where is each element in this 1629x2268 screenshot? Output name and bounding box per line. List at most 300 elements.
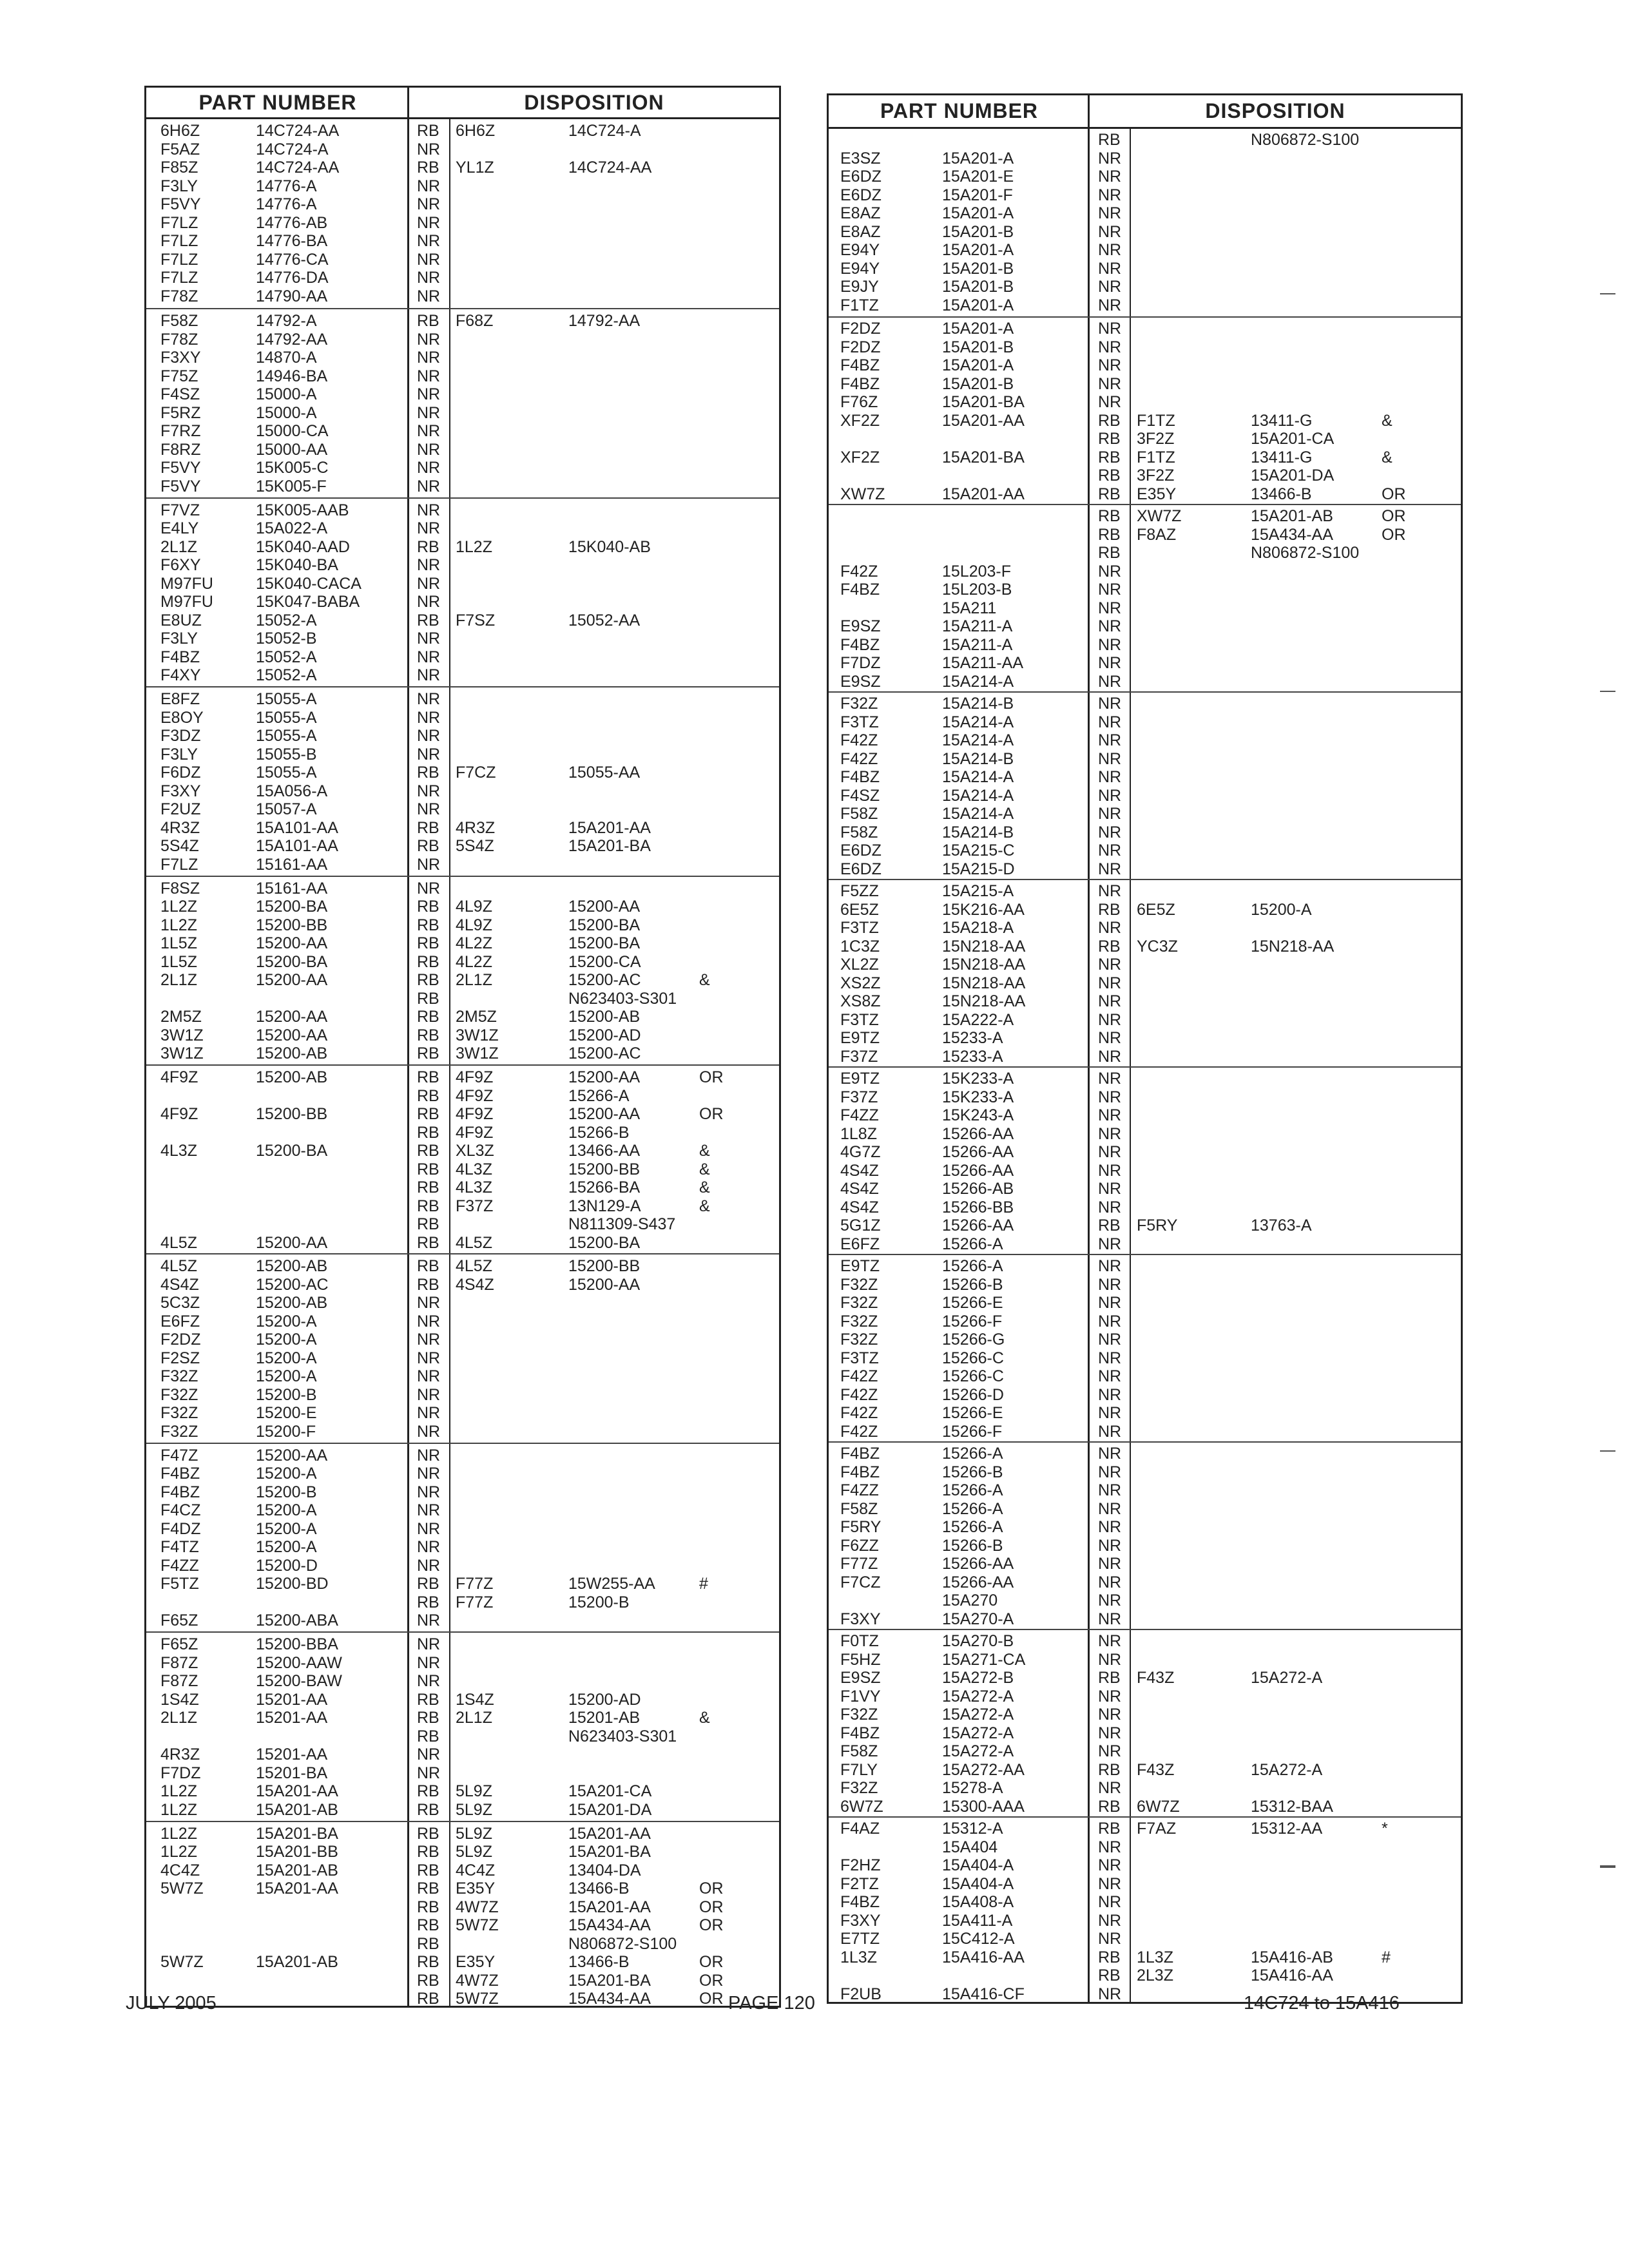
table-row bbox=[829, 1198, 1461, 1217]
prefix-cell: F4TZ bbox=[160, 1538, 199, 1557]
table-row bbox=[829, 673, 1461, 691]
table-row bbox=[146, 1972, 779, 1990]
disposition-code-cell: RB bbox=[417, 1142, 439, 1160]
table-row bbox=[829, 1500, 1461, 1519]
disposition-code-cell: NR bbox=[417, 519, 441, 538]
note-cell: OR bbox=[699, 1953, 724, 1972]
part-number-cell: 15266-C bbox=[942, 1349, 1004, 1367]
part-number-cell: 15052-B bbox=[256, 629, 317, 648]
part-number-cell: 15266-A bbox=[942, 1445, 1003, 1463]
replacement-prefix-cell: 5L9Z bbox=[456, 1800, 492, 1819]
table-row bbox=[829, 841, 1461, 860]
table-row bbox=[146, 800, 779, 819]
disposition-code-cell: NR bbox=[1098, 1555, 1122, 1573]
prefix-cell: 1L5Z bbox=[160, 934, 197, 953]
part-number-cell: 15A214-A bbox=[942, 672, 1014, 691]
disposition-code-cell: NR bbox=[417, 727, 441, 745]
prefix-cell: F58Z bbox=[840, 805, 878, 823]
prefix-cell: F4XY bbox=[160, 666, 201, 685]
part-number-cell: 15055-A bbox=[256, 727, 317, 745]
prefix-cell: 4S4Z bbox=[840, 1161, 879, 1180]
part-number-cell: 15200-AA bbox=[256, 971, 328, 990]
table-row bbox=[146, 879, 779, 898]
table-row bbox=[146, 1916, 779, 1935]
prefix-cell: F37Z bbox=[840, 1088, 878, 1106]
replacement-part-cell: 15266-BA bbox=[568, 1178, 641, 1196]
disposition-code-cell: NR bbox=[1098, 1088, 1122, 1106]
replacement-part-cell: 15200-AA bbox=[568, 898, 641, 916]
disposition-header: DISPOSITION bbox=[1205, 99, 1345, 122]
replacement-prefix-cell: 1L3Z bbox=[1137, 1948, 1173, 1966]
part-number-cell: 14776-CA bbox=[256, 250, 329, 269]
replacement-part-cell: 14C724-AA bbox=[568, 159, 652, 177]
table-row bbox=[146, 477, 779, 496]
replacement-part-cell: 15A416-AB bbox=[1251, 1948, 1333, 1966]
replacement-part-cell: 15A201-AA bbox=[568, 818, 651, 837]
disposition-code-cell: NR bbox=[417, 177, 441, 195]
part-number-cell: 15052-A bbox=[256, 611, 317, 629]
prefix-cell: F3XY bbox=[840, 1610, 881, 1628]
disposition-code-cell: NR bbox=[417, 1312, 441, 1331]
part-number-cell: 15A416-CF bbox=[942, 1984, 1025, 2003]
prefix-cell: E6FZ bbox=[160, 1312, 200, 1331]
prefix-cell: 4S4Z bbox=[840, 1180, 879, 1198]
prefix-cell: F4ZZ bbox=[160, 1556, 199, 1575]
table-row bbox=[829, 356, 1461, 375]
disposition-code-cell: NR bbox=[1098, 1143, 1122, 1161]
prefix-cell: XS8Z bbox=[840, 992, 881, 1010]
disposition-code-cell: NR bbox=[417, 403, 441, 422]
prefix-cell: F2UB bbox=[840, 1984, 882, 2003]
prefix-cell: F3TZ bbox=[840, 713, 879, 731]
part-number-cell: 15266-A bbox=[942, 1481, 1003, 1499]
disposition-code-cell: NR bbox=[417, 269, 441, 287]
part-number-cell: 15266-A bbox=[942, 1499, 1003, 1518]
table-row bbox=[146, 1782, 779, 1801]
disposition-code-cell: NR bbox=[1098, 1706, 1122, 1724]
prefix-cell: F4SZ bbox=[160, 385, 200, 404]
disposition-code-cell: NR bbox=[1098, 149, 1122, 168]
table-row bbox=[829, 1106, 1461, 1125]
replacement-part-cell: 15055-AA bbox=[568, 764, 641, 782]
part-number-cell: 14776-AB bbox=[256, 213, 328, 232]
prefix-cell: F3DZ bbox=[160, 727, 201, 745]
prefix-cell: XL2Z bbox=[840, 956, 879, 974]
part-number-cell: 15A201-B bbox=[942, 222, 1014, 241]
prefix-cell: F7LZ bbox=[160, 269, 198, 287]
part-number-cell: 15266-AB bbox=[942, 1180, 1014, 1198]
disposition-code-cell: RB bbox=[417, 1257, 439, 1276]
table-row bbox=[146, 934, 779, 953]
disposition-code-cell: RB bbox=[417, 1068, 439, 1086]
table-row bbox=[146, 690, 779, 709]
part-number-cell: 15K005-F bbox=[256, 477, 327, 495]
disposition-code-cell: NR bbox=[1098, 1404, 1122, 1422]
prefix-cell: F3TZ bbox=[840, 1010, 879, 1029]
table-row bbox=[829, 466, 1461, 485]
table-row bbox=[829, 1276, 1461, 1294]
table-row bbox=[829, 1930, 1461, 1948]
disposition-code-cell: RB bbox=[417, 1879, 439, 1898]
disposition-code-cell: RB bbox=[1098, 544, 1121, 562]
table-row bbox=[829, 1294, 1461, 1312]
part-number-cell: 15A211-A bbox=[942, 635, 1013, 654]
parts-block bbox=[829, 1816, 1461, 2004]
disposition-code-cell: NR bbox=[1098, 992, 1122, 1010]
disposition-code-cell: NR bbox=[1098, 1294, 1122, 1312]
disposition-code-cell: RB bbox=[417, 312, 439, 331]
part-number-cell: 15200-A bbox=[256, 1312, 317, 1331]
prefix-cell: F5TZ bbox=[160, 1575, 199, 1593]
table-row bbox=[146, 611, 779, 630]
part-number-cell: 15055-A bbox=[256, 708, 317, 727]
prefix-cell: F7VZ bbox=[160, 501, 200, 519]
part-number-cell: 15A201-AB bbox=[256, 1861, 338, 1879]
disposition-code-cell: NR bbox=[1098, 1481, 1122, 1499]
table-row bbox=[146, 745, 779, 764]
table-row bbox=[146, 1557, 779, 1575]
prefix-cell: 4S4Z bbox=[160, 1275, 199, 1294]
table-row bbox=[829, 1312, 1461, 1331]
prefix-cell: XS2Z bbox=[840, 974, 881, 992]
table-row bbox=[829, 1669, 1461, 1687]
part-number-cell: 15201-AA bbox=[256, 1709, 328, 1727]
prefix-cell: F42Z bbox=[840, 1367, 878, 1385]
part-number-cell: 15200-A bbox=[256, 1519, 317, 1538]
table-row bbox=[146, 1635, 779, 1654]
table-row bbox=[829, 636, 1461, 655]
replacement-prefix-cell: 3F2Z bbox=[1137, 466, 1175, 485]
disposition-code-cell: NR bbox=[417, 1672, 441, 1691]
disposition-code-cell: RB bbox=[1098, 525, 1121, 544]
replacement-prefix-cell: 2L1Z bbox=[456, 971, 492, 990]
part-number-cell: 14790-AA bbox=[256, 287, 328, 305]
part-number-cell: 15266-D bbox=[942, 1385, 1004, 1404]
part-number-cell: 15052-A bbox=[256, 648, 317, 666]
note-cell: OR bbox=[699, 1971, 724, 1990]
disposition-code-cell: NR bbox=[417, 459, 441, 477]
table-row bbox=[829, 1070, 1461, 1088]
disposition-code-cell: RB bbox=[417, 1575, 439, 1593]
part-number-cell: 15266-A bbox=[942, 1257, 1003, 1275]
replacement-prefix-cell: F5RY bbox=[1137, 1216, 1178, 1235]
table-row bbox=[146, 1727, 779, 1746]
table-row bbox=[829, 1088, 1461, 1107]
disposition-code-cell: NR bbox=[1098, 1070, 1122, 1088]
replacement-part-cell: 15312-BAA bbox=[1251, 1797, 1333, 1816]
part-number-cell: 15A222-A bbox=[942, 1010, 1014, 1029]
table-row bbox=[146, 1861, 779, 1880]
part-number-cell: 15200-A bbox=[256, 1538, 317, 1557]
table-row bbox=[146, 727, 779, 745]
replacement-part-cell: 15200-BB bbox=[568, 1257, 641, 1276]
prefix-cell: 1S4Z bbox=[160, 1690, 199, 1709]
table-row bbox=[146, 764, 779, 782]
disposition-code-cell: RB bbox=[417, 1861, 439, 1879]
part-number-cell: 15A214-B bbox=[942, 823, 1014, 841]
replacement-prefix-cell: 4F9Z bbox=[456, 1086, 494, 1105]
part-number-cell: 15200-A bbox=[256, 1331, 317, 1349]
prefix-cell: F4CZ bbox=[160, 1501, 201, 1520]
replacement-part-cell: 15312-AA bbox=[1251, 1820, 1323, 1838]
table-row bbox=[829, 581, 1461, 599]
note-cell: OR bbox=[699, 1105, 724, 1123]
replacement-prefix-cell: 4W7Z bbox=[456, 1898, 499, 1916]
disposition-code-cell: NR bbox=[1098, 919, 1122, 937]
prefix-cell: F32Z bbox=[160, 1367, 198, 1386]
replacement-prefix-cell: 1L2Z bbox=[456, 537, 492, 556]
disposition-code-cell: RB bbox=[417, 764, 439, 782]
prefix-cell: F2UZ bbox=[160, 800, 201, 819]
prefix-cell: E94Y bbox=[840, 241, 880, 259]
part-number-cell: 15200-AB bbox=[256, 1068, 328, 1086]
table-row bbox=[146, 1367, 779, 1386]
disposition-code-cell: NR bbox=[417, 708, 441, 727]
disposition-code-cell: NR bbox=[417, 1367, 441, 1386]
part-number-cell: 15201-AA bbox=[256, 1690, 328, 1709]
table-row bbox=[146, 1825, 779, 1843]
part-number-cell: 15K040-AAD bbox=[256, 537, 350, 556]
replacement-part-cell: 15A201-AB bbox=[1251, 507, 1333, 525]
replacement-prefix-cell: 1S4Z bbox=[456, 1690, 494, 1709]
prefix-cell: F65Z bbox=[160, 1635, 198, 1654]
part-number-cell: 14792-AA bbox=[256, 330, 328, 349]
part-number-cell: 15A270-B bbox=[942, 1632, 1014, 1650]
table-row bbox=[146, 709, 779, 727]
disposition-code-cell: RB bbox=[1098, 1760, 1121, 1779]
disposition-code-cell: RB bbox=[417, 1782, 439, 1801]
part-number-cell: 15200-D bbox=[256, 1556, 318, 1575]
disposition-code-cell: NR bbox=[1098, 1445, 1122, 1463]
prefix-cell: 4F9Z bbox=[160, 1068, 198, 1086]
disposition-code-cell: NR bbox=[1098, 805, 1122, 823]
part-number-cell: 15233-A bbox=[942, 1029, 1003, 1047]
disposition-code-cell: RB bbox=[417, 1727, 439, 1745]
table-row bbox=[146, 556, 779, 575]
disposition-code-cell: NR bbox=[417, 232, 441, 250]
prefix-cell: E9SZ bbox=[840, 617, 881, 635]
disposition-code-cell: NR bbox=[417, 648, 441, 666]
prefix-cell: F32Z bbox=[840, 1779, 878, 1797]
part-number-cell: 15A201-A bbox=[942, 356, 1014, 374]
table-row bbox=[146, 331, 779, 349]
disposition-code-cell: NR bbox=[1098, 204, 1122, 222]
table-row bbox=[146, 1044, 779, 1063]
part-number-cell: 15K216-AA bbox=[942, 900, 1025, 919]
part-number-cell: 15201-BA bbox=[256, 1763, 328, 1782]
table-row bbox=[146, 629, 779, 648]
part-number-cell: 15200-AA bbox=[256, 1233, 328, 1252]
table-row bbox=[146, 1087, 779, 1106]
part-number-cell: 15A201-AA bbox=[256, 1782, 338, 1801]
part-number-cell: 15A201-F bbox=[942, 186, 1013, 204]
table-row bbox=[146, 1068, 779, 1087]
part-number-cell: 15A214-A bbox=[942, 786, 1014, 805]
replacement-prefix-cell: 4L9Z bbox=[456, 898, 492, 916]
disposition-code-cell: NR bbox=[417, 213, 441, 232]
prefix-cell: F42Z bbox=[840, 562, 878, 581]
table-row bbox=[829, 278, 1461, 296]
disposition-code-cell: NR bbox=[1098, 1463, 1122, 1481]
replacement-prefix-cell: 4W7Z bbox=[456, 1971, 499, 1990]
disposition-code-cell: RB bbox=[417, 1275, 439, 1294]
part-number-cell: 14776-DA bbox=[256, 269, 329, 287]
table-row bbox=[829, 731, 1461, 750]
prefix-cell: E8AZ bbox=[840, 222, 881, 241]
part-number-cell: 15A211 bbox=[942, 599, 997, 617]
replacement-part-cell: 15200-AD bbox=[568, 1690, 641, 1709]
table-row bbox=[146, 1953, 779, 1972]
replacement-prefix-cell: 5L9Z bbox=[456, 1843, 492, 1861]
replacement-prefix-cell: 4F9Z bbox=[456, 1105, 494, 1123]
disposition-code-cell: NR bbox=[417, 287, 441, 305]
prefix-cell: XF2Z bbox=[840, 448, 880, 466]
part-number-cell: 15161-AA bbox=[256, 879, 328, 898]
disposition-code-cell: NR bbox=[417, 1385, 441, 1404]
disposition-code-cell: NR bbox=[417, 1422, 441, 1441]
prefix-cell: F2HZ bbox=[840, 1856, 881, 1874]
table-row bbox=[829, 1838, 1461, 1857]
replacement-prefix-cell: YL1Z bbox=[456, 159, 494, 177]
part-number-cell: 15000-AA bbox=[256, 440, 328, 459]
table-row bbox=[829, 131, 1461, 149]
table-row bbox=[829, 1423, 1461, 1441]
prefix-cell: F4ZZ bbox=[840, 1481, 879, 1499]
disposition-code-cell: NR bbox=[1098, 1499, 1122, 1518]
table-row bbox=[829, 1610, 1461, 1629]
table-row bbox=[146, 367, 779, 386]
prefix-cell: F7DZ bbox=[840, 654, 881, 672]
prefix-cell: F42Z bbox=[840, 749, 878, 768]
parts-block bbox=[829, 879, 1461, 1066]
disposition-code-cell: RB bbox=[417, 1934, 439, 1953]
table-row bbox=[829, 1537, 1461, 1555]
prefix-cell: M97FU bbox=[160, 593, 213, 611]
table-row bbox=[146, 898, 779, 916]
disposition-code-cell: RB bbox=[1098, 485, 1121, 503]
table-row bbox=[829, 1331, 1461, 1349]
prefix-cell: F42Z bbox=[840, 1385, 878, 1404]
disposition-code-cell: NR bbox=[1098, 1742, 1122, 1760]
part-number-cell: 15A214-A bbox=[942, 731, 1014, 749]
table-row bbox=[146, 971, 779, 990]
part-number-cell: 15L203-B bbox=[942, 581, 1012, 599]
replacement-part-cell: 15200-BA bbox=[568, 916, 641, 934]
prefix-cell: F42Z bbox=[840, 1422, 878, 1441]
table-row bbox=[146, 648, 779, 667]
prefix-cell: F4BZ bbox=[160, 1483, 200, 1501]
prefix-cell: E9JY bbox=[840, 278, 879, 296]
disposition-code-cell: RB bbox=[417, 1008, 439, 1026]
part-number-cell: 15266-AA bbox=[942, 1143, 1014, 1161]
left-parts-table bbox=[144, 86, 781, 2008]
replacement-part-cell: N623403-S301 bbox=[568, 1727, 677, 1745]
table-row bbox=[829, 1463, 1461, 1482]
table-row bbox=[829, 599, 1461, 618]
prefix-cell: F1TZ bbox=[840, 296, 879, 314]
prefix-cell: F76Z bbox=[840, 393, 878, 411]
part-number-cell: 15200-AB bbox=[256, 1044, 328, 1063]
table-row bbox=[829, 507, 1461, 526]
replacement-prefix-cell: F77Z bbox=[456, 1593, 494, 1611]
part-number-cell: 15312-A bbox=[942, 1820, 1003, 1838]
prefix-cell: F4BZ bbox=[840, 1445, 880, 1463]
disposition-code-cell: RB bbox=[417, 1160, 439, 1178]
part-number-cell: 15A201-E bbox=[942, 168, 1014, 186]
part-number-cell: 15200-A bbox=[256, 1367, 317, 1386]
disposition-code-cell: RB bbox=[1098, 1948, 1121, 1966]
table-row bbox=[146, 1611, 779, 1630]
table-row bbox=[829, 241, 1461, 260]
prefix-cell: F5ZZ bbox=[840, 882, 879, 900]
disposition-code-cell: NR bbox=[417, 1404, 441, 1423]
disposition-code-cell: RB bbox=[417, 1824, 439, 1843]
table-row bbox=[146, 519, 779, 538]
table-row bbox=[146, 177, 779, 196]
disposition-code-cell: NR bbox=[417, 1556, 441, 1575]
prefix-cell: E8OY bbox=[160, 708, 204, 727]
prefix-cell: F4BZ bbox=[840, 635, 880, 654]
disposition-code-cell: NR bbox=[1098, 1518, 1122, 1536]
part-number-cell: 15K040-CACA bbox=[256, 574, 361, 593]
part-number-cell: 15A201-BA bbox=[942, 448, 1025, 466]
note-cell: # bbox=[699, 1575, 708, 1593]
disposition-code-cell: NR bbox=[1098, 1385, 1122, 1404]
part-number-cell: 15A215-D bbox=[942, 860, 1015, 878]
disposition-code-cell: NR bbox=[1098, 320, 1122, 338]
disposition-code-cell: NR bbox=[417, 782, 441, 800]
edge-mark bbox=[1600, 293, 1615, 294]
replacement-part-cell: 15A201-AA bbox=[568, 1898, 651, 1916]
disposition-code-cell: NR bbox=[1098, 749, 1122, 768]
replacement-part-cell: 15200-A bbox=[1251, 900, 1312, 919]
disposition-header: DISPOSITION bbox=[524, 90, 664, 114]
parts-block bbox=[146, 119, 779, 308]
replacement-prefix-cell: F68Z bbox=[456, 312, 494, 331]
replacement-prefix-cell: 6W7Z bbox=[1137, 1797, 1180, 1816]
part-number-cell: 15200-AA bbox=[256, 1008, 328, 1026]
table-row bbox=[829, 485, 1461, 504]
prefix-cell: 4L3Z bbox=[160, 1142, 197, 1160]
part-number-cell: 15200-AA bbox=[256, 1446, 328, 1465]
table-row bbox=[829, 1742, 1461, 1761]
disposition-code-cell: NR bbox=[1098, 635, 1122, 654]
disposition-code-cell: RB bbox=[417, 1086, 439, 1105]
disposition-code-cell: RB bbox=[417, 934, 439, 953]
table-row bbox=[829, 654, 1461, 673]
table-row bbox=[829, 1632, 1461, 1651]
disposition-code-cell: NR bbox=[1098, 1591, 1122, 1610]
prefix-cell: E6DZ bbox=[840, 860, 882, 878]
replacement-part-cell: 13411-G bbox=[1251, 411, 1313, 430]
replacement-prefix-cell: YC3Z bbox=[1137, 937, 1178, 956]
replacement-prefix-cell: 6H6Z bbox=[456, 122, 496, 140]
replacement-prefix-cell: 4L3Z bbox=[456, 1160, 492, 1178]
prefix-cell: F7LZ bbox=[160, 855, 198, 874]
table-row bbox=[829, 823, 1461, 842]
part-number-cell: 15266-C bbox=[942, 1367, 1004, 1385]
disposition-code-cell: NR bbox=[1098, 222, 1122, 241]
disposition-code-cell: NR bbox=[1098, 1984, 1122, 2003]
table-row bbox=[146, 1105, 779, 1124]
disposition-code-cell: RB bbox=[1098, 1820, 1121, 1838]
table-row bbox=[829, 430, 1461, 448]
disposition-code-cell: RB bbox=[417, 971, 439, 990]
disposition-code-cell: NR bbox=[1098, 617, 1122, 635]
replacement-part-cell: 15200-AA bbox=[568, 1105, 641, 1123]
part-number-cell: 15A272-B bbox=[942, 1669, 1014, 1687]
prefix-cell: E9TZ bbox=[840, 1070, 880, 1088]
